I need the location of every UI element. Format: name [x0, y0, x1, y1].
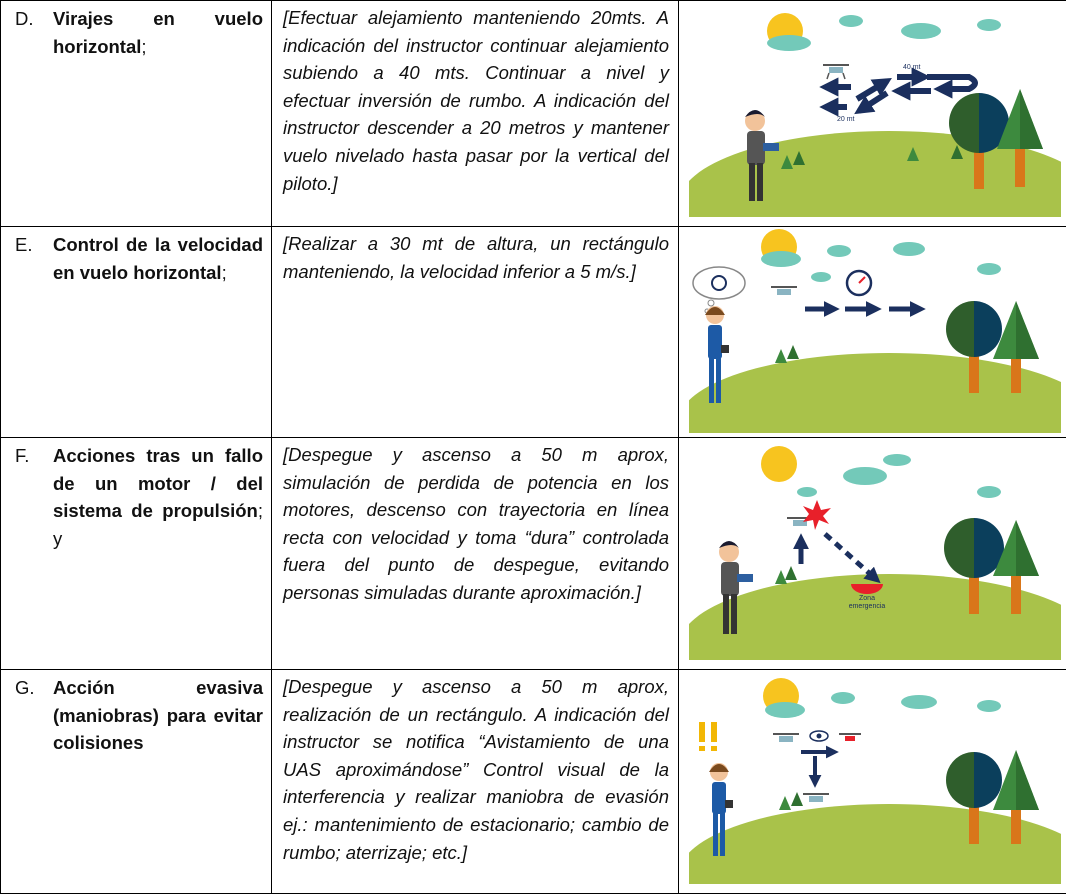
- title-suffix: ;: [221, 261, 227, 283]
- cloud-icon: [843, 467, 887, 485]
- maneuver-description-cell: [272, 438, 679, 670]
- cloud-icon: [901, 23, 941, 39]
- descent-arrow: [825, 534, 877, 580]
- maneuver-description-cell: [272, 670, 679, 894]
- cloud-icon: [883, 454, 911, 466]
- maneuver-description-cell: [272, 1, 679, 227]
- cloud-icon: [901, 695, 937, 709]
- evasive-action-illustration: [689, 672, 1061, 884]
- row-letter: D.: [15, 8, 34, 29]
- hill: [689, 804, 1061, 884]
- drone-icon: [773, 734, 799, 742]
- maneuver-description-cell: [272, 227, 679, 438]
- drone-icon: [823, 65, 849, 79]
- cloud-icon: [977, 19, 1001, 31]
- emergency-zone-label: emergencia: [848, 603, 886, 610]
- maneuver-title-cell: [1, 1, 272, 227]
- evasion-arrows: [801, 752, 835, 784]
- thought-bubble: [693, 267, 745, 313]
- row-letter: F.: [15, 445, 30, 466]
- maneuver-description: [Realizar a 30 mt de altura, un rectángulo manteniendo, la velocidad inferior a 5 m/s.]: [283, 233, 669, 282]
- altitude-label-20: 20 mt: [837, 116, 855, 123]
- flight-path-arrows: [825, 77, 975, 111]
- speed-illustration: [689, 229, 1061, 433]
- turns-illustration: [689, 3, 1061, 217]
- maneuver-title-cell: [1, 227, 272, 438]
- cloud-icon: [977, 263, 1001, 275]
- altitude-label-40: 40 mt: [903, 64, 921, 71]
- maneuver-description: [Despegue y ascenso a 50 m aprox, realización de un rectángulo. A indicación del instructor se notifica “Avistamiento de una UAS aproximándose” Control visual de la interferencia y realizar maniobra de evasión ej.: mantenimiento de estacionario; cambio de rumbo; aterrizaje; etc.]: [283, 676, 669, 863]
- maneuver-title: Control de la velocidad en vuelo horizontal: [53, 234, 263, 283]
- title-suffix: ; y: [53, 500, 263, 549]
- cloud-icon: [977, 486, 1001, 498]
- maneuver-title: Acciones tras un fallo de un motor / del sistema de propulsión: [53, 445, 263, 522]
- cloud-icon: [811, 272, 831, 282]
- intruder-drone-icon: [839, 734, 861, 741]
- table-row: [1, 670, 1066, 894]
- cloud-icon: [831, 692, 855, 704]
- row-letter: E.: [15, 234, 33, 255]
- cloud-icon: [827, 245, 851, 257]
- eye-icon: [810, 731, 828, 741]
- illustration-cell: [679, 438, 1066, 670]
- illustration-cell: [679, 670, 1066, 894]
- table-row: [1, 438, 1066, 670]
- cloud-icon: [893, 242, 925, 256]
- drone-icon: [771, 287, 797, 295]
- sun-icon: [761, 446, 797, 482]
- failure-burst-icon: [803, 500, 831, 530]
- hill: [689, 353, 1061, 433]
- cloud-icon: [761, 251, 801, 267]
- emergency-zone-label: Zona: [859, 595, 875, 602]
- cloud-icon: [797, 487, 817, 497]
- engine-failure-illustration: [689, 440, 1061, 660]
- illustration-cell: [679, 227, 1066, 438]
- maneuver-title: Acción evasiva (maniobras) para evitar colisiones: [53, 677, 263, 754]
- table-row: [1, 1, 1066, 227]
- maneuver-description: [Despegue y ascenso a 50 m aprox, simulación de perdida de potencia en los motores, descenso con trayectoria en línea recta con velocidad y toma “dura” controlada fuera del punto de despegue, evitando personas simuladas durante aproximación.]: [283, 444, 669, 603]
- drone-icon: [803, 794, 829, 802]
- title-suffix: ;: [141, 35, 147, 57]
- illustration-cell: [679, 1, 1066, 227]
- maneuver-title-cell: [1, 670, 272, 894]
- maneuver-title-cell: [1, 438, 272, 670]
- row-letter: G.: [15, 677, 35, 698]
- table-row: [1, 227, 1066, 438]
- cloud-icon: [765, 702, 805, 718]
- warning-icon: [699, 722, 717, 751]
- cloud-icon: [977, 700, 1001, 712]
- maneuver-description: [Efectuar alejamiento manteniendo 20mts. A indicación del instructor continuar alejamiento subiendo a 40 mts. Continuar a nivel y efectuar inversión de rumbo. A indicación del instructor descender a 20 metros y mantener vuelo nivelado hasta pasar por la vertical del piloto.]: [283, 7, 669, 194]
- cloud-icon: [839, 15, 863, 27]
- maneuver-title: Virajes en vuelo horizontal: [53, 8, 263, 57]
- cloud-icon: [767, 35, 811, 51]
